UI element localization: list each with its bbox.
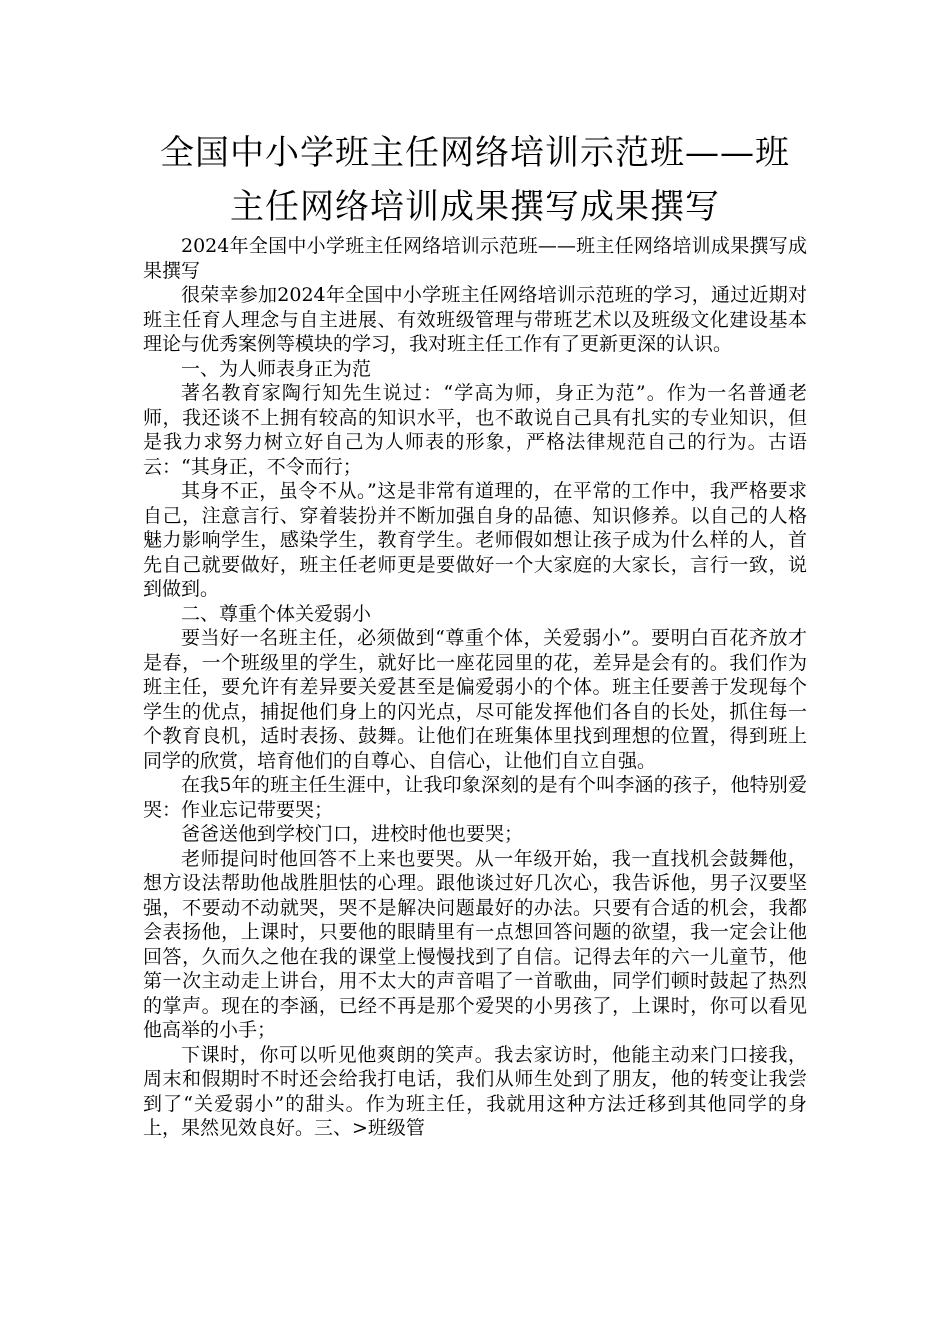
paragraph: 下课时，你可以听见他爽朗的笑声。我去家访时，他能主动来门口接我，周末和假期时不时还会给我打电话，我们从师生处到了朋友，他的转变让我尝到了“关爱弱小”的甜头。作为班主任，我就用这种方法迁移到其他同学的身上，果然见效良好。三、>班级管 <box>143 1043 807 1139</box>
section-heading-1: 一、为人师表身正为范 <box>181 357 372 380</box>
paragraph-subtitle: 2024年全国中小学班主任网络培训示范班——班主任网络培训成果撰写成果撰写 <box>143 235 807 282</box>
paragraph: 要当好一名班主任，必须做到“尊重个体，关爱弱小”。要明白百花齐放才是春，一个班级里的学生，就好比一座花园里的花，差异是会有的。我们作为班主任，要允许有差异要关爱甚至是偏爱弱小的个体。班主任要善于发现每个学生的优点，捕捉他们身上的闪光点，尽可能发挥他们各自的长处，抓住每一个教育良机，适时表扬、鼓舞。让他们在班集体里找到理想的位置，得到班上同学的欣赏，培育他们的自尊心、自信心，让他们自立自强。 <box>143 627 807 772</box>
paragraph-intro: 很荣幸参加2024年全国中小学班主任网络培训示范班的学习，通过近期对班主任育人理念与自主进展、有效班级管理与带班艺术以及班级文化建设基本理论与优秀案例等模块的学习，我对班主任工作有了更新更深的认识。 <box>143 284 807 355</box>
title-line-2: 主任网络培训成果撰写成果撰写 <box>230 187 720 227</box>
paragraph: 在我5年的班主任生涯中，让我印象深刻的是有个叫李涵的孩子，他特别爱哭：作业忘记带要哭； <box>143 774 807 821</box>
document-title <box>143 126 807 234</box>
document-body <box>143 234 807 1141</box>
paragraph: 其身不正，虽令不从。”这是非常有道理的，在平常的工作中，我严格要求自己，注意言行、穿着装扮并不断加强自身的品德、知识修养。以自己的人格魅力影响学生，感染学生，教育学生。老师假如想让孩子成为什么样的人，首先自己就要做好，班主任老师更是要做好一个大家庭的大家长，言行一致，说到做到。 <box>143 480 807 600</box>
title-line-1: 全国中小学班主任网络培训示范班——班 <box>160 133 790 173</box>
paragraph: 著名教育家陶行知先生说过：“学高为师，身正为范”。作为一名普通老师，我还谈不上拥有较高的知识水平，也不敢说自己具有扎实的专业知识，但是我力求努力树立好自己为人师表的形象，严格法律规范自己的行为。古语云：“其身正，不令而行； <box>143 382 807 478</box>
paragraph: 老师提问时他回答不上来也要哭。从一年级开始，我一直找机会鼓舞他，想方设法帮助他战胜胆怯的心理。跟他谈过好几次心，我告诉他，男子汉要坚强，不要动不动就哭，哭不是解决问题最好的办法。只要有合适的机会，我都会表扬他，上课时，只要他的眼睛里有一点想回答问题的欲望，我一定会让他回答，久而久之他在我的课堂上慢慢找到了自信。记得去年的六一儿童节，他第一次主动走上讲台，用不太大的声音唱了一首歌曲，同学们顿时鼓起了热烈的掌声。现在的李涵，已经不再是那个爱哭的小男孩了，上课时，你可以看见他高举的小手； <box>143 847 807 1041</box>
paragraph: 爸爸送他到学校门口，进校时他也要哭； <box>181 823 524 845</box>
document-page <box>143 126 807 1141</box>
section-heading-2: 二、尊重个体关爱弱小 <box>181 602 372 625</box>
